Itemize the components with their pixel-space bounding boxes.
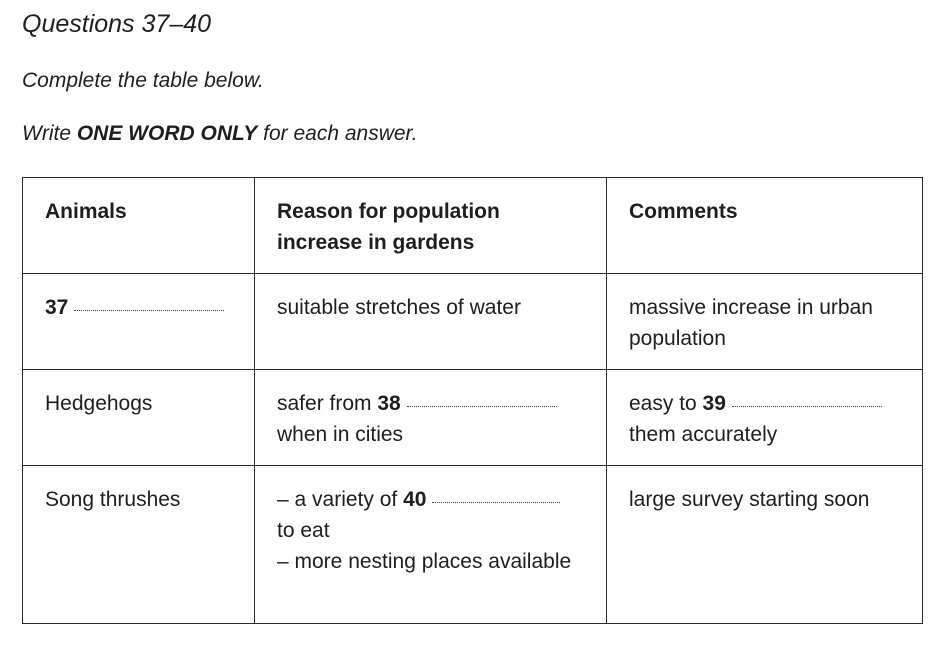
instruction-post: for each answer. bbox=[257, 122, 418, 145]
cell-reason bbox=[255, 466, 607, 624]
header-reason: Reason for population increase in gardens bbox=[255, 178, 607, 274]
cell-animal bbox=[23, 274, 255, 370]
cell-comment: massive increase in urban population bbox=[607, 274, 923, 370]
instruction-pre: Write bbox=[22, 122, 77, 145]
instruction-bold: ONE WORD ONLY bbox=[76, 122, 258, 145]
cell-comment bbox=[607, 370, 923, 466]
answer-blank-39[interactable] bbox=[732, 405, 882, 407]
header-animals: Animals bbox=[23, 178, 255, 274]
cell-animal: Song thrushes bbox=[23, 466, 255, 624]
reason-text-line2: to eat bbox=[277, 519, 330, 542]
reason-text-pre: – a variety of bbox=[277, 488, 404, 511]
questions-heading: Questions 37–40 bbox=[22, 10, 212, 38]
reason-text-pre: safer from bbox=[277, 392, 378, 415]
comment-text-post: them accurately bbox=[629, 423, 778, 446]
table-header-row bbox=[23, 178, 923, 274]
cell-animal: Hedgehogs bbox=[23, 370, 255, 466]
answer-blank-37[interactable] bbox=[74, 309, 224, 311]
question-number-40: 40 bbox=[403, 488, 427, 511]
table-row bbox=[23, 370, 923, 466]
cell-reason: suitable stretches of water bbox=[255, 274, 607, 370]
answer-blank-38[interactable] bbox=[407, 405, 557, 407]
comment-text-pre: easy to bbox=[629, 392, 703, 415]
question-number-38: 38 bbox=[377, 392, 401, 415]
instruction-complete-table: Complete the table below. bbox=[22, 69, 264, 92]
answer-blank-40[interactable] bbox=[432, 501, 560, 503]
question-number-39: 39 bbox=[702, 392, 726, 415]
table-row bbox=[23, 466, 923, 624]
reason-text-line3: – more nesting places available bbox=[277, 550, 572, 573]
instruction-word-limit bbox=[22, 122, 418, 146]
reason-text-post: when in cities bbox=[277, 423, 404, 446]
answer-table bbox=[22, 177, 923, 624]
header-comments: Comments bbox=[607, 178, 923, 274]
cell-comment: large survey starting soon bbox=[607, 466, 923, 624]
table-row bbox=[23, 274, 923, 370]
cell-reason bbox=[255, 370, 607, 466]
question-number-37: 37 bbox=[45, 296, 69, 319]
